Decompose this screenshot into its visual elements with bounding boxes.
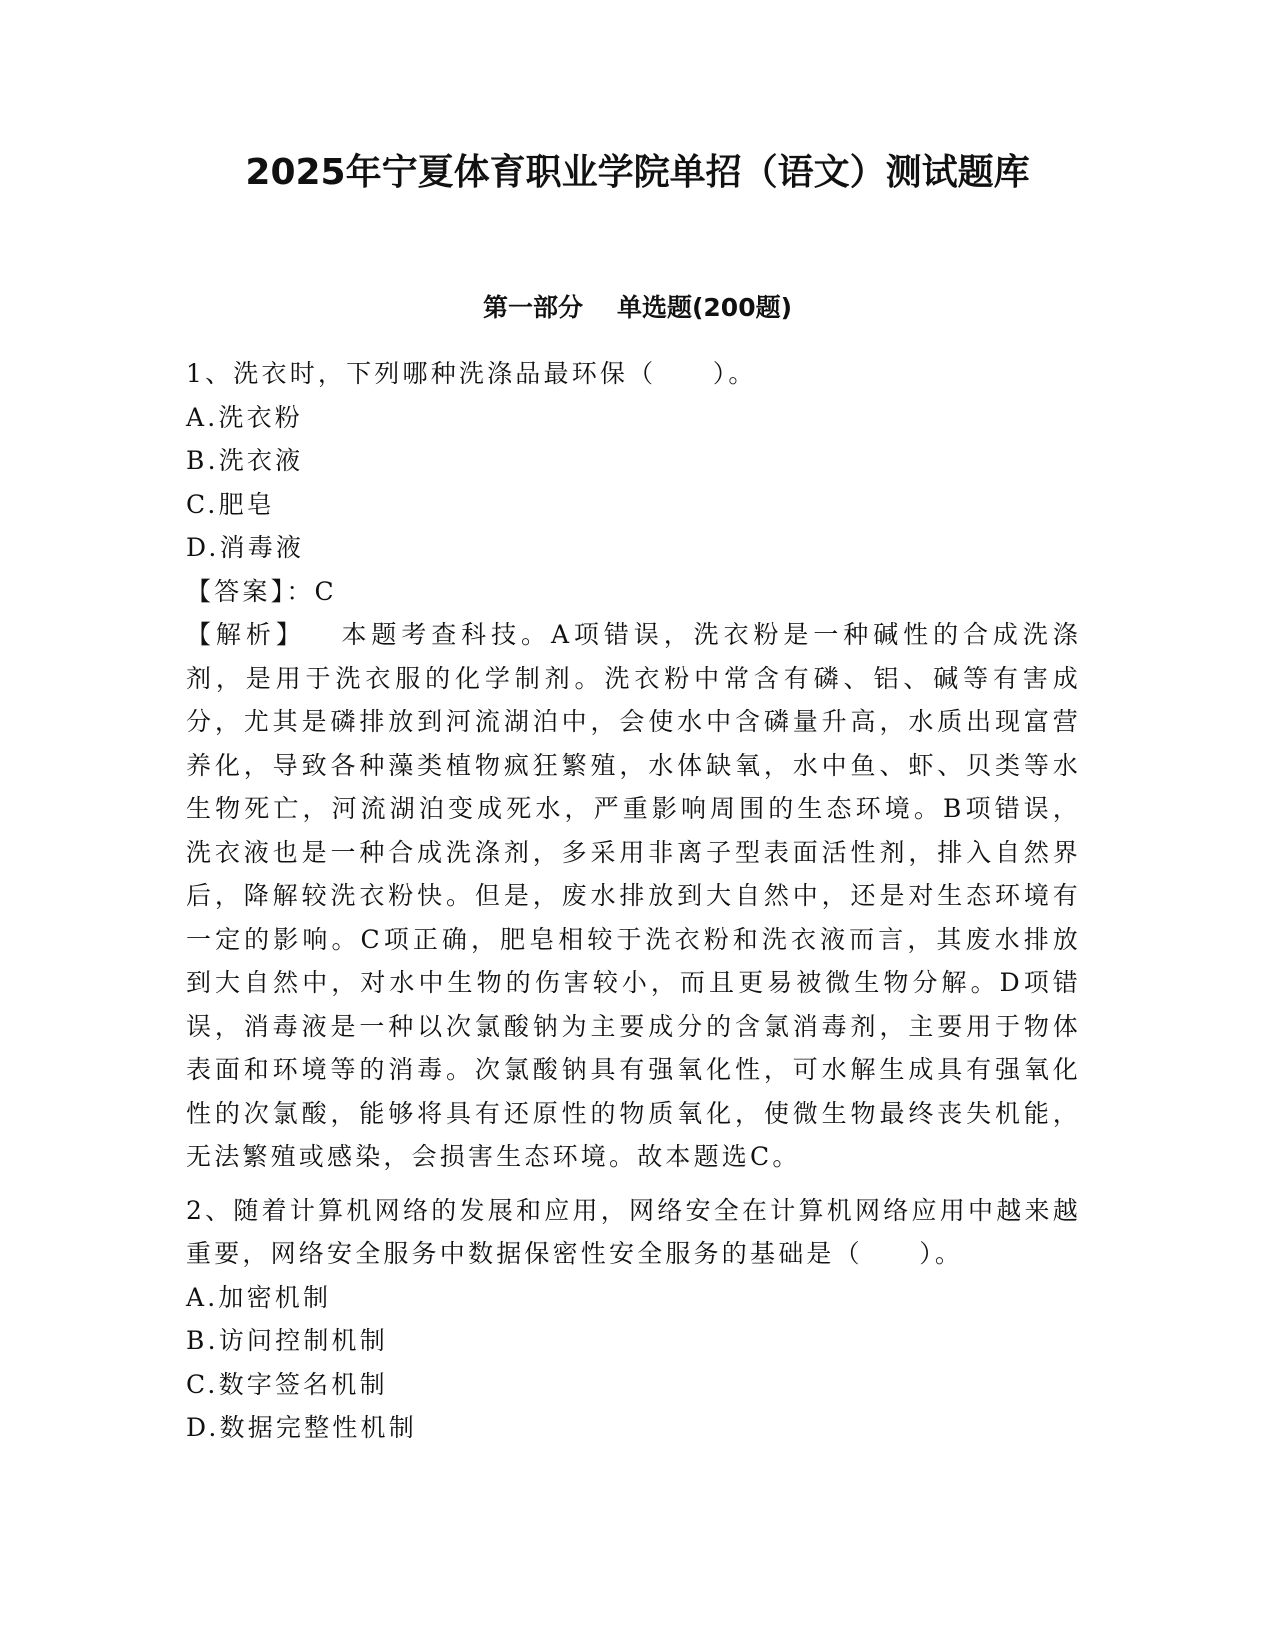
option-d: D.数据完整性机制 bbox=[186, 1413, 417, 1442]
question-stem: 1、洗衣时，下列哪种洗涤品最环保（ ）。 bbox=[186, 359, 757, 388]
question-2 bbox=[186, 1189, 1081, 1450]
question-stem: 2、随着计算机网络的发展和应用，网络安全在计算机网络应用中越来越重要，网络安全服务中数据保密性安全服务的基础是（ ）。 bbox=[186, 1195, 1081, 1268]
explanation bbox=[186, 613, 1081, 1179]
option-b: B.洗衣液 bbox=[186, 446, 304, 475]
question-list bbox=[186, 352, 1081, 1450]
section-heading bbox=[0, 290, 1275, 326]
explanation-tag: 【解析】 bbox=[186, 620, 306, 649]
explanation-text: 本题考查科技。A项错误，洗衣粉是一种碱性的合成洗涤剂，是用于洗衣服的化学制剂。洗衣粉中常含有磷、铝、碱等有害成分，尤其是磷排放到河流湖泊中，会使水中含磷量升高，水质出现富营养化，导致各种藻类植物疯狂繁殖，水体缺氧，水中鱼、虾、贝类等水生物死亡，河流湖泊变成死水，严重影响周围的生态环境。B项错误，洗衣液也是一种合成洗涤剂，多采用非离子型表面活性剂，排入自然界后，降解较洗衣粉快。但是，废水排放到大自然中，还是对生态环境有一定的影响。C项正确，肥皂相较于洗衣粉和洗衣液而言，其废水排放到大自然中，对水中生物的伤害较小，而且更易被微生物分解。D项错误，消毒液是一种以次氯酸钠为主要成分的含氯消毒剂，主要用于物体表面和环境等的消毒。次氯酸钠具有强氧化性，可水解生成具有强氧化性的次氯酸，能够将具有还原性的物质氧化，使微生物最终丧失机能，无法繁殖或感染，会损害生态环境。故本题选C。 bbox=[186, 620, 1081, 1171]
document-title: 2025年宁夏体育职业学院单招（语文）测试题库 bbox=[245, 152, 1030, 193]
answer-tag: 【答案】 bbox=[186, 576, 287, 606]
option-d: D.消毒液 bbox=[186, 533, 305, 562]
option-a: A.洗衣粉 bbox=[186, 402, 304, 432]
option-c: C.肥皂 bbox=[186, 489, 275, 519]
option-b: B.访问控制机制 bbox=[186, 1326, 388, 1355]
section-part: 第一部分 bbox=[482, 293, 583, 322]
answer-line bbox=[186, 570, 1081, 614]
answer-value: ：C bbox=[286, 576, 337, 606]
section-name: 单选题(200题) bbox=[616, 293, 793, 322]
option-a: A.加密机制 bbox=[186, 1282, 332, 1312]
question-1 bbox=[186, 352, 1081, 1179]
option-c: C.数字签名机制 bbox=[186, 1369, 388, 1399]
